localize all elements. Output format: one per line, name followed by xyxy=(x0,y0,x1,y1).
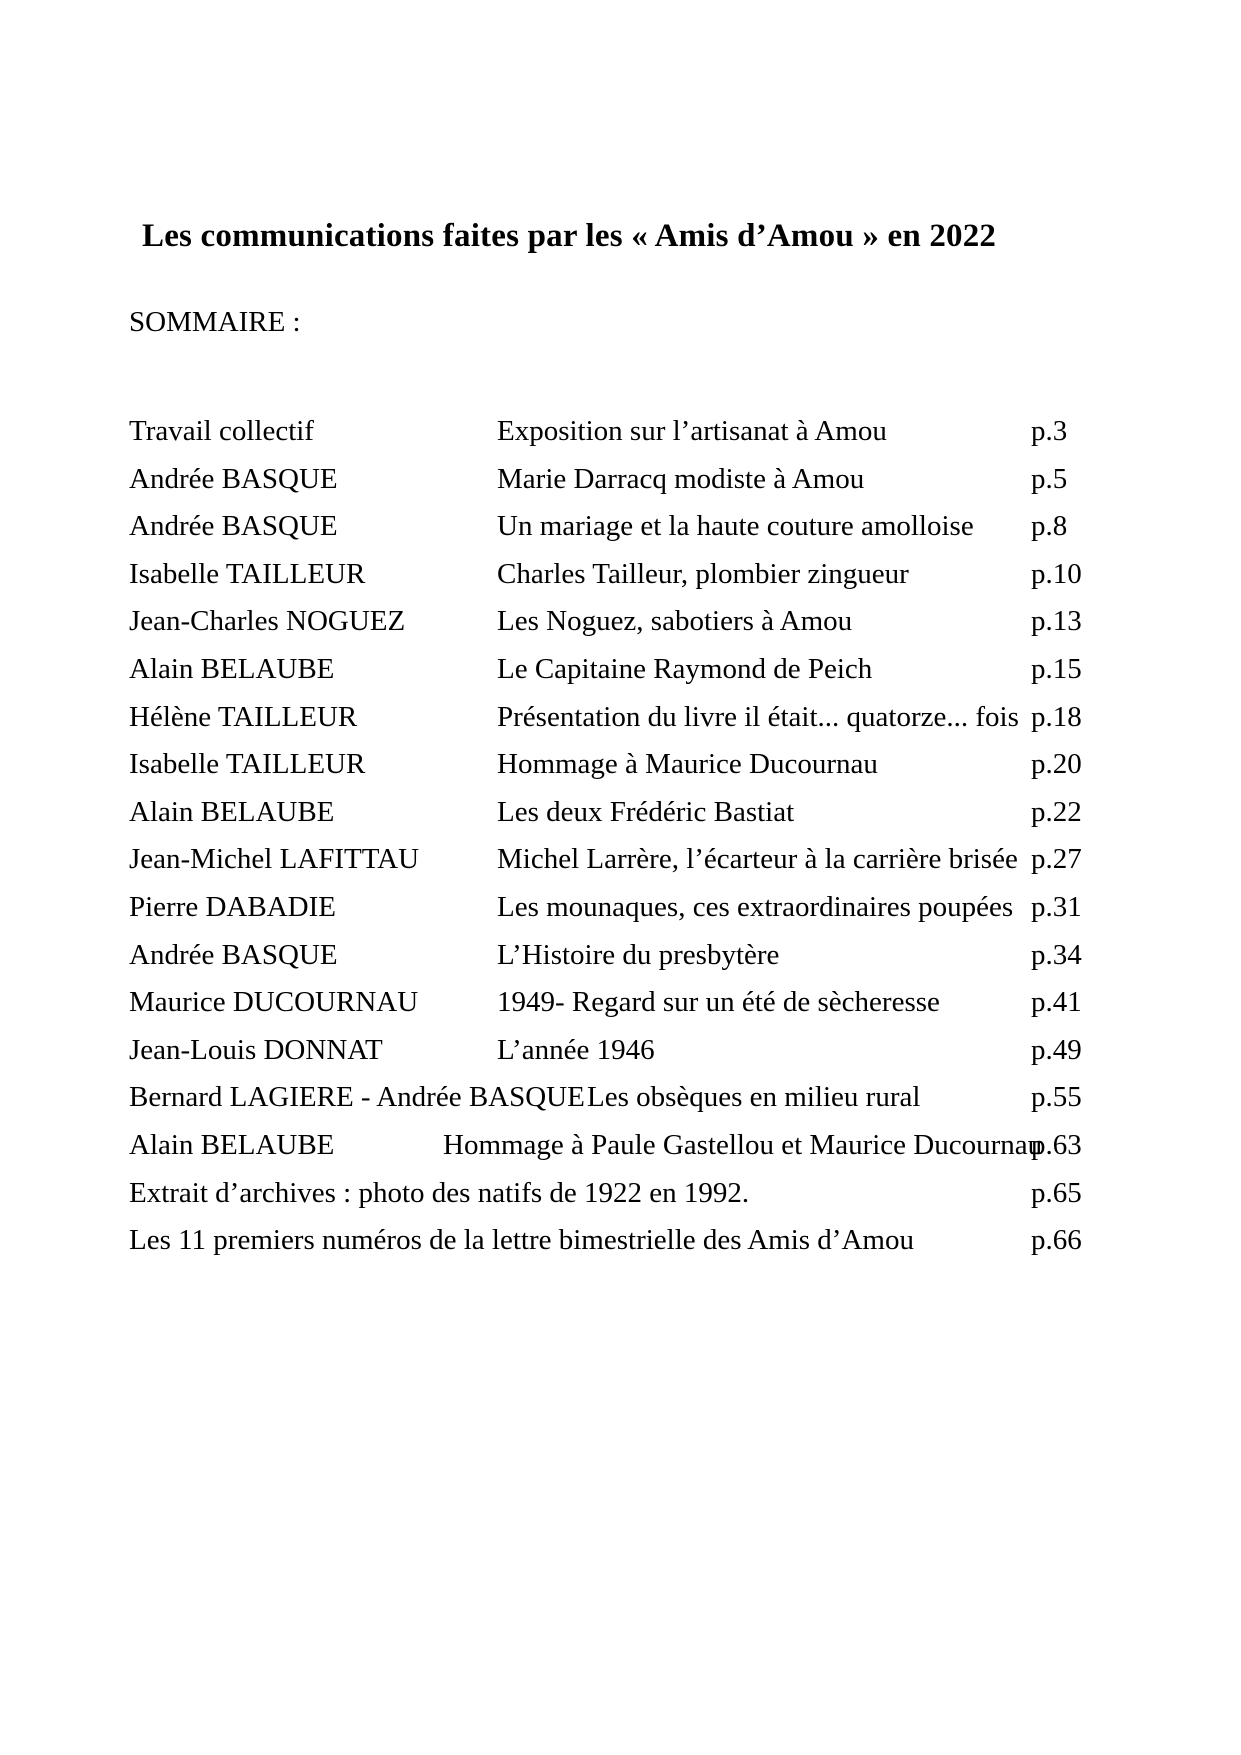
toc-page-number: p.66 xyxy=(1031,1224,1082,1257)
toc-page-number: p.3 xyxy=(1031,415,1068,447)
toc-title: Hommage à Paule Gastellou et Maurice Ducournau xyxy=(443,1128,1043,1161)
toc-row xyxy=(129,889,1119,937)
toc-title: Le Capitaine Raymond de Peich xyxy=(497,652,873,685)
toc-title: Charles Tailleur, plombier zingueur xyxy=(497,557,909,590)
toc-page-number: p.8 xyxy=(1031,510,1068,543)
toc-title: L’Histoire du presbytère xyxy=(497,938,780,971)
toc-author: Les 11 premiers numéros de la lettre bimestrielle des Amis d’Amou xyxy=(129,1224,914,1257)
toc-row xyxy=(129,1222,1119,1270)
toc-row xyxy=(129,651,1119,699)
sommaire-heading: SOMMAIRE : xyxy=(129,306,301,338)
toc-author: Extrait d’archives : photo des natifs de 1922 en 1992. xyxy=(129,1176,750,1209)
toc-author: Alain BELAUBE xyxy=(129,652,335,685)
toc-row xyxy=(129,413,1119,461)
table-of-contents xyxy=(129,413,1119,1270)
toc-page-number: p.10 xyxy=(1031,557,1082,590)
toc-author: Isabelle TAILLEUR xyxy=(129,557,366,590)
toc-row xyxy=(129,603,1119,651)
toc-author: Alain BELAUBE xyxy=(129,795,335,828)
toc-title: Les deux Frédéric Bastiat xyxy=(497,795,795,828)
toc-page-number: p.63 xyxy=(1031,1128,1082,1161)
toc-title: Marie Darracq modiste à Amou xyxy=(497,462,865,495)
toc-author: Andrée BASQUE xyxy=(129,938,338,971)
toc-title: Un mariage et la haute couture amolloise xyxy=(497,510,974,543)
toc-page-number: p.41 xyxy=(1031,986,1082,1019)
toc-title: 1949- Regard sur un été de sècheresse xyxy=(497,986,940,1019)
toc-page-number: p.31 xyxy=(1031,890,1082,923)
toc-page-number: p.20 xyxy=(1031,748,1082,781)
toc-row xyxy=(129,461,1119,509)
toc-page-number: p.13 xyxy=(1031,605,1082,638)
toc-row xyxy=(129,746,1119,794)
toc-row xyxy=(129,794,1119,842)
toc-row xyxy=(129,508,1119,556)
toc-row xyxy=(129,984,1119,1032)
toc-title: Présentation du livre il était... quatorze... fois xyxy=(497,700,1019,733)
toc-row xyxy=(129,699,1119,747)
toc-author: Hélène TAILLEUR xyxy=(129,700,358,733)
toc-title: Les obsèques en milieu rural xyxy=(587,1081,921,1114)
document-title: Les communications faites par les « Amis d’Amou » en 2022 xyxy=(142,218,997,255)
toc-page-number: p.27 xyxy=(1031,843,1082,876)
toc-row xyxy=(129,841,1119,889)
toc-author: Jean-Michel LAFITTAU xyxy=(129,843,420,876)
toc-row xyxy=(129,1032,1119,1080)
toc-page-number: p.15 xyxy=(1031,652,1082,685)
toc-page-number: p.34 xyxy=(1031,938,1082,971)
toc-author: Alain BELAUBE xyxy=(129,1128,335,1161)
toc-author: Jean-Charles NOGUEZ xyxy=(129,605,406,638)
toc-author: Jean-Louis DONNAT xyxy=(129,1033,383,1066)
toc-author: Andrée BASQUE xyxy=(129,462,338,495)
toc-row xyxy=(129,1079,1119,1127)
toc-author: Pierre DABADIE xyxy=(129,890,336,923)
toc-page-number: p.55 xyxy=(1031,1081,1082,1114)
toc-page-number: p.5 xyxy=(1031,462,1068,495)
toc-author: Maurice DUCOURNAU xyxy=(129,986,419,1019)
toc-title: Exposition sur l’artisanat à Amou xyxy=(497,415,887,447)
toc-page-number: p.18 xyxy=(1031,700,1082,733)
toc-page-number: p.65 xyxy=(1031,1176,1082,1209)
toc-title: Hommage à Maurice Ducournau xyxy=(497,748,878,781)
toc-row xyxy=(129,937,1119,985)
toc-title: Michel Larrère, l’écarteur à la carrière brisée xyxy=(497,843,1018,876)
toc-title: Les Noguez, sabotiers à Amou xyxy=(497,605,853,638)
toc-author: Travail collectif xyxy=(129,415,314,447)
toc-row xyxy=(129,1175,1119,1223)
toc-page-number: p.22 xyxy=(1031,795,1082,828)
toc-title: Les mounaques, ces extraordinaires poupées xyxy=(497,890,1014,923)
toc-row xyxy=(129,556,1119,604)
toc-author: Isabelle TAILLEUR xyxy=(129,748,366,781)
toc-row xyxy=(129,1127,1119,1175)
toc-page-number: p.49 xyxy=(1031,1033,1082,1066)
toc-author: Bernard LAGIERE - Andrée BASQUE xyxy=(129,1081,585,1114)
toc-title: L’année 1946 xyxy=(497,1033,655,1066)
toc-author: Andrée BASQUE xyxy=(129,510,338,543)
